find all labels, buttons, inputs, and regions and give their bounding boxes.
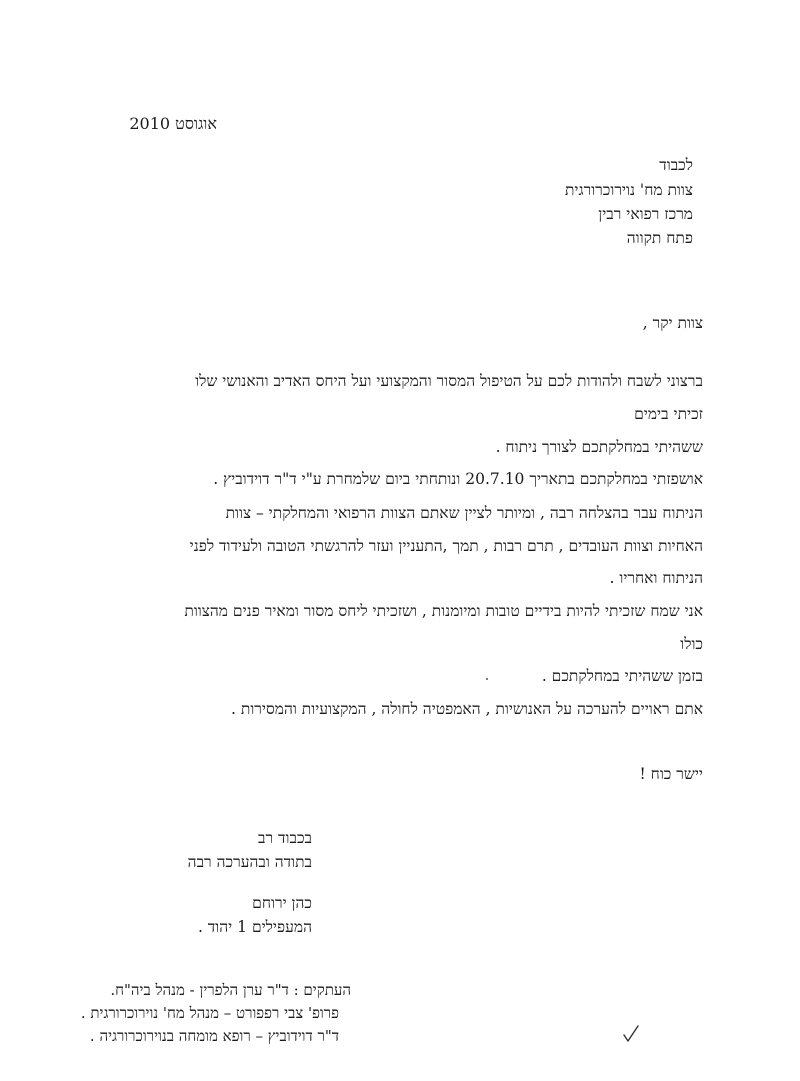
address-line-salutation: לכבוד <box>659 156 693 174</box>
letter-greeting: צוות יקר , <box>642 314 703 332</box>
address-line-city: פתח תקווה <box>626 229 693 247</box>
body-line-9: כולו <box>680 635 703 653</box>
body-line-6: האחיות וצוות העובדים , תרם רבות , תמך ,התעניין ועזר להרגשתי הטובה ולעידוד לפני <box>189 537 703 555</box>
closing-exclaim: יישר כוח ! <box>639 765 703 783</box>
signoff-line-2: בתודה ובהערכה רבה <box>187 853 312 871</box>
body-line-1: ברצוני לשבח ולהודות לכם על הטיפול המסור והמקצועי ועל היחס האדיב והאנושי שלו <box>195 372 703 390</box>
body-line-4: אושפזתי במחלקתכם בתאריך 20.7.10 ונותחתי ביום שלמחרת ע"י ד"ר דוידוביץ . <box>213 470 703 488</box>
body-line-3: ששהיתי במחלקתכם לצורך ניתוח . <box>495 438 703 456</box>
body-line-10: בזמן ששהיתי במחלקתכם . <box>541 667 703 685</box>
body-line-2: זכיתי בימים <box>634 405 703 423</box>
checkmark-icon <box>622 1024 640 1044</box>
address-line-department: צוות מח' נוירוכרורגית <box>564 181 693 199</box>
letter-date: אוגוסט 2010 <box>129 114 217 133</box>
body-line-7: הניתוח ואחריו . <box>609 569 703 587</box>
body-line-5: הניתוח עבר בהצלחה רבה , ומיותר לציין שאתם הצוות הרפואי והמחלקתי – צוות <box>225 504 703 522</box>
sender-address: המעפילים 1 יהוד . <box>197 918 312 936</box>
body-line-8: אני שמח שזכיתי להיות בידיים טובות ומיומנות , ושזכיתי ליחס מסור ומאיר פנים מהצוות <box>184 602 703 620</box>
signoff-line-1: בכבוד רב <box>258 829 312 847</box>
scan-speck <box>486 678 488 680</box>
copies-line-2: פרופ' צבי רפפורט – מנהל מח' נוירוכרורגית . <box>80 1004 339 1022</box>
copies-line-3: ד"ר דוידוביץ – רופא מומחה בנוירוכרורגיה . <box>89 1027 339 1045</box>
sender-name: כהן ירוחם <box>252 894 312 912</box>
copies-line-1: העתקים : ד"ר ערן הלפרין - מנהל ביה"ח. <box>110 981 351 999</box>
address-line-hospital: מרכז רפואי רבין <box>598 205 693 223</box>
body-line-11: אתם ראויים להערכה על האנושיות , האמפטיה לחולה , המקצועיות והמסירות . <box>231 700 703 718</box>
